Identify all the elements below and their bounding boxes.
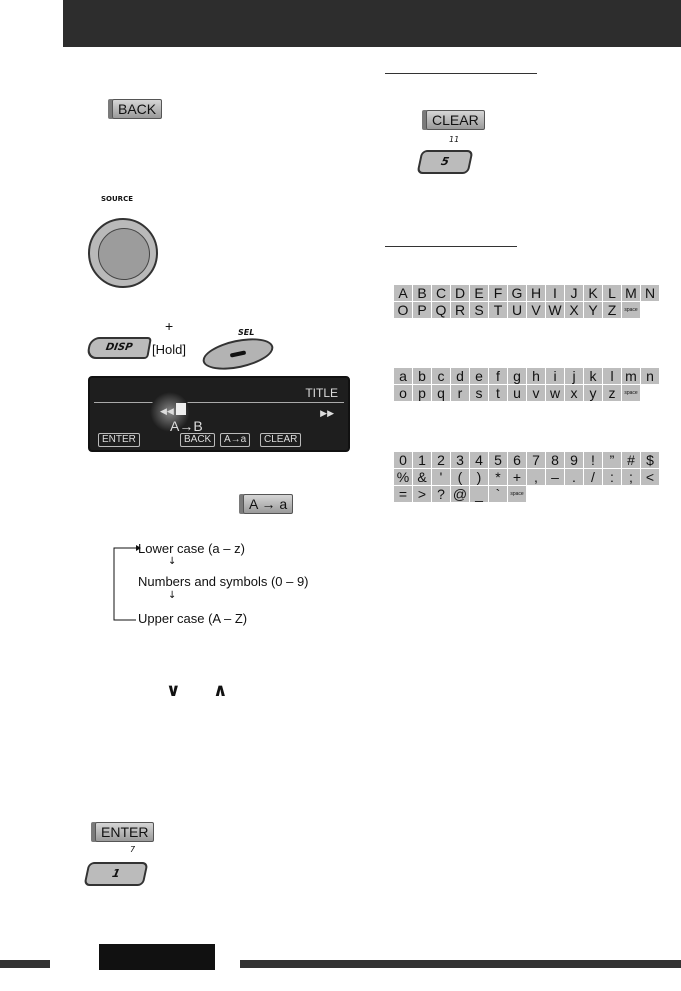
upper-row-2 [394,302,640,318]
char-key: d [451,368,469,384]
char-key: K [584,285,602,301]
display-clear: CLEAR [260,433,301,447]
char-key: ! [584,452,602,468]
char-key: 6 [508,452,526,468]
back-button[interactable]: BACK [112,99,162,119]
flow-arrow-1: ↓ [168,556,177,567]
upper-row-1 [394,285,659,301]
footer-bar-left [0,960,50,968]
char-key: # [622,452,640,468]
char-key: Z [603,302,621,318]
char-key: L [603,285,621,301]
char-key: v [527,385,545,401]
char-key: 9 [565,452,583,468]
char-key: , [527,469,545,485]
char-key: $ [641,452,659,468]
symbol-row-1 [394,452,659,468]
char-key: h [527,368,545,384]
char-key: n [641,368,659,384]
char-key: j [565,368,583,384]
char-key: > [413,486,431,502]
rewind-icon: ◀◀ [160,406,174,416]
display-chars: A→B [170,418,203,434]
char-key: f [489,368,507,384]
char-key: A [394,285,412,301]
char-key: / [584,469,602,485]
minus-mark [230,350,246,357]
char-key: a [394,368,412,384]
char-key: ; [622,469,640,485]
char-key: O [394,302,412,318]
char-key: : [603,469,621,485]
char-key: space [508,486,526,502]
down-arrow-icon[interactable]: ∨ [166,680,181,701]
char-key: ? [432,486,450,502]
symbol-row-3 [394,486,526,502]
char-key: X [565,302,583,318]
char-key: 0 [394,452,412,468]
char-key: N [641,285,659,301]
char-key: 2 [432,452,450,468]
char-key: w [546,385,564,401]
char-key: u [508,385,526,401]
char-key: space [622,385,640,401]
disp-button[interactable]: DISP [86,337,152,359]
lcd-display [88,376,350,452]
char-key: S [470,302,488,318]
plus-sign: + [165,318,174,334]
cursor-block [176,403,186,415]
char-key: = [394,486,412,502]
flow-lower: Lower case (a – z) [138,541,245,556]
char-key: space [622,302,640,318]
char-key: y [584,385,602,401]
clear-button[interactable]: CLEAR [426,110,485,130]
char-key: Q [432,302,450,318]
one-super: 7 [130,845,136,854]
char-key: D [451,285,469,301]
sel-label: SEL [238,328,255,337]
fast-forward-icon: ▶▶ [320,408,334,418]
char-key: P [413,302,431,318]
lower-row-1 [394,368,659,384]
char-key: 7 [527,452,545,468]
char-key: C [432,285,450,301]
char-key: Y [584,302,602,318]
header-bar [63,0,681,47]
char-key: c [432,368,450,384]
char-key: H [527,285,545,301]
source-label: SOURCE [101,195,133,203]
flow-upper: Upper case (A – Z) [138,611,248,626]
char-key: 4 [470,452,488,468]
char-key: < [641,469,659,485]
enter-button[interactable]: ENTER [95,822,154,842]
char-key: ) [470,469,488,485]
preset-5-button[interactable]: 5 [416,150,473,174]
lower-row-2 [394,385,640,401]
char-key: & [413,469,431,485]
char-key: – [546,469,564,485]
char-key: ` [489,486,507,502]
up-arrow-icon[interactable]: ∧ [213,680,228,701]
flow-numbers: Numbers and symbols (0 – 9) [138,574,309,589]
char-key: i [546,368,564,384]
preset-1-button[interactable]: 1 [83,862,148,886]
char-key: ” [603,452,621,468]
section-rule-2 [385,246,517,247]
section-rule-1 [385,73,537,74]
char-key: 5 [489,452,507,468]
char-key: g [508,368,526,384]
char-key: p [413,385,431,401]
char-key: U [508,302,526,318]
char-key: R [451,302,469,318]
char-key: ' [432,469,450,485]
footer-page-tab [99,944,215,970]
char-key: l [603,368,621,384]
five-super: 11 [449,135,460,144]
footer-bar-right [240,960,681,968]
char-key: . [565,469,583,485]
char-key: E [470,285,488,301]
display-rule [94,402,344,403]
symbol-row-2 [394,469,659,485]
flow-arrow-2: ↓ [168,590,177,601]
char-key: k [584,368,602,384]
source-knob[interactable] [88,218,158,288]
char-key: M [622,285,640,301]
char-key: G [508,285,526,301]
char-key: b [413,368,431,384]
display-a-to-a: A→a [220,433,250,447]
char-key: z [603,385,621,401]
char-key: * [489,469,507,485]
char-key: r [451,385,469,401]
char-key: q [432,385,450,401]
char-key: + [508,469,526,485]
display-title: TITLE [305,386,338,400]
char-key: o [394,385,412,401]
char-key: B [413,285,431,301]
char-key: V [527,302,545,318]
display-enter: ENTER [98,433,140,447]
char-key: I [546,285,564,301]
char-key: % [394,469,412,485]
char-key: _ [470,486,488,502]
char-key: F [489,285,507,301]
char-key: 3 [451,452,469,468]
char-key: s [470,385,488,401]
char-key: ( [451,469,469,485]
char-key: 1 [413,452,431,468]
char-key: 8 [546,452,564,468]
char-key: t [489,385,507,401]
char-key: W [546,302,564,318]
char-key: m [622,368,640,384]
knob-center [98,228,150,280]
char-key: e [470,368,488,384]
sel-button[interactable] [200,333,276,375]
a-to-a-button[interactable]: A → a [243,494,293,514]
char-key: T [489,302,507,318]
hold-label: [Hold] [152,342,186,357]
display-back: BACK [180,433,215,447]
char-key: J [565,285,583,301]
char-key: @ [452,486,468,502]
char-key: x [565,385,583,401]
